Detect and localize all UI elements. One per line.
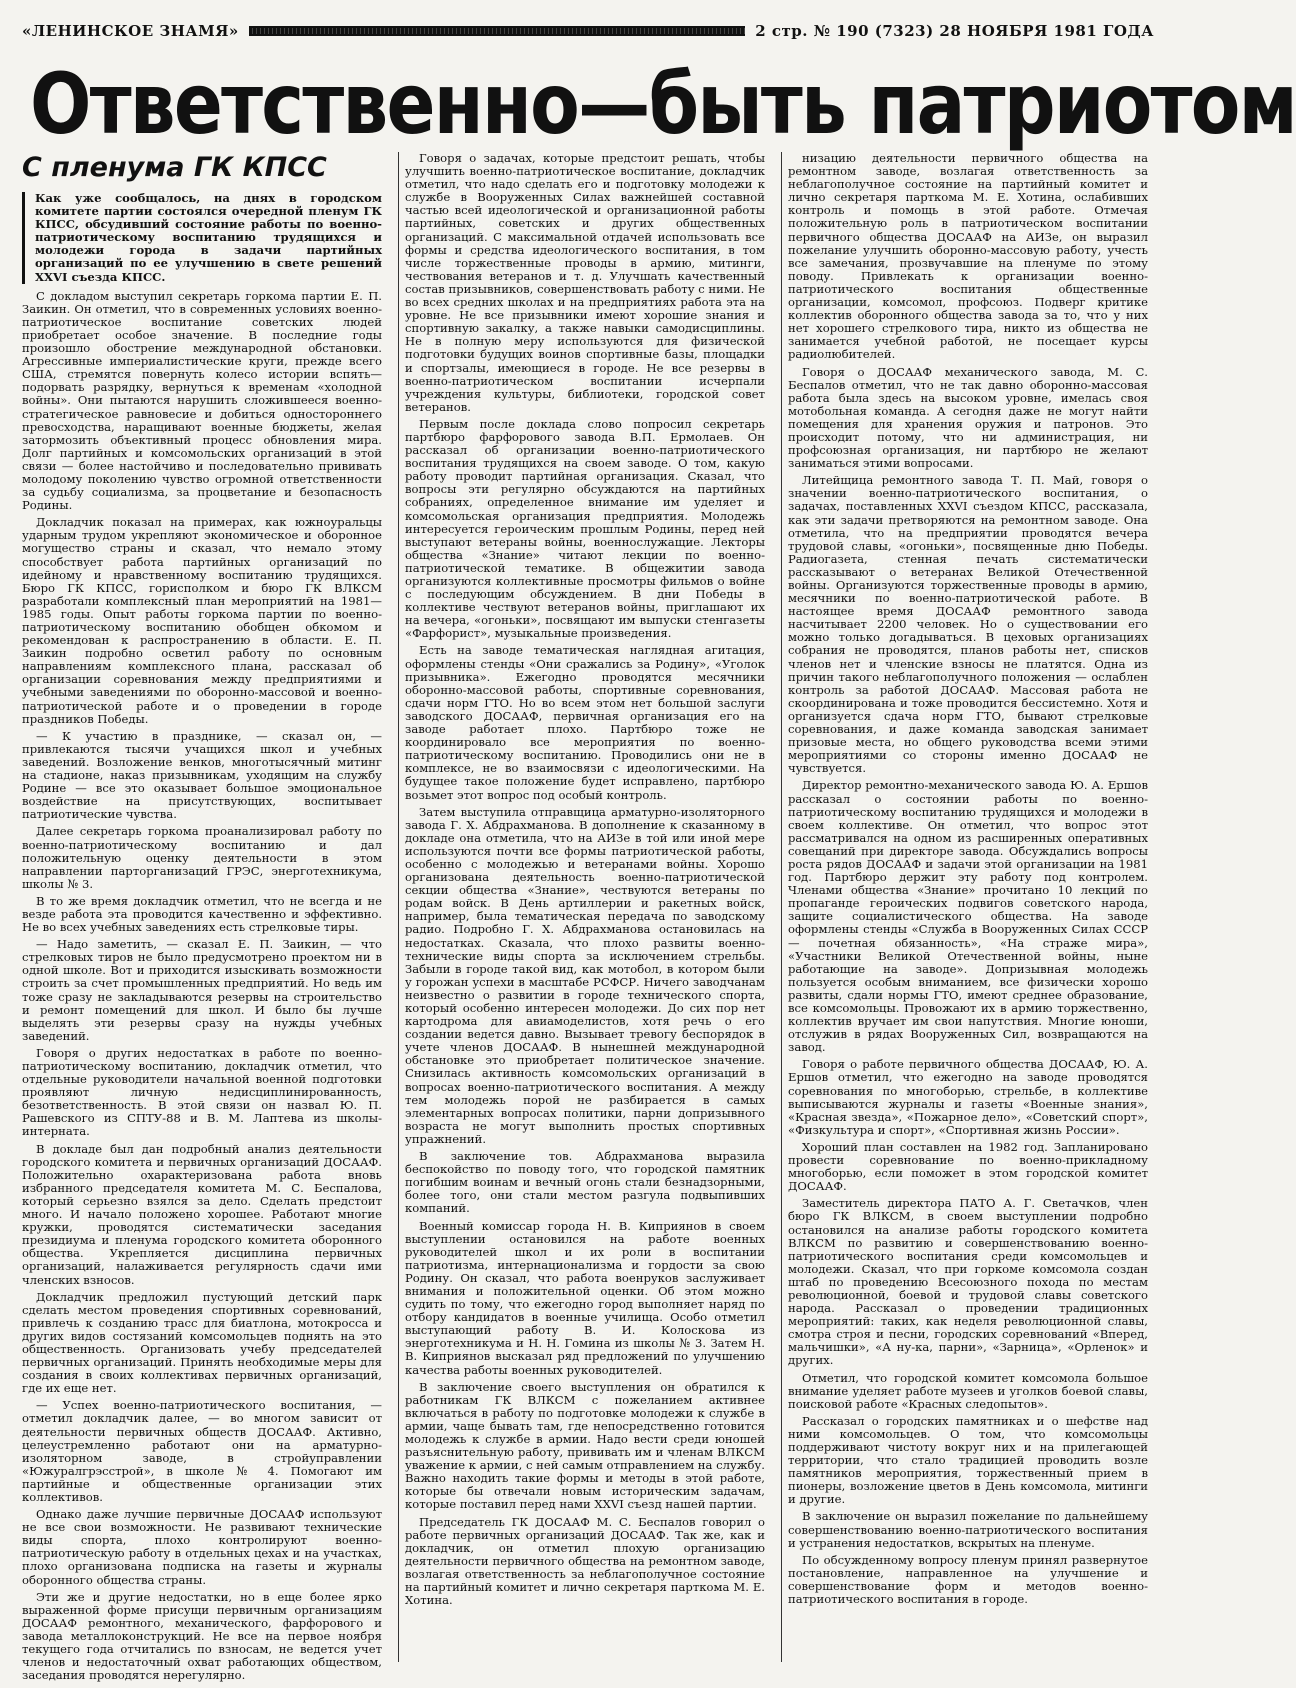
- paragraph: В заключение тов. Абдрахманова выразила беспокойство по поводу того, что городской памятник погибшим воинам и вечный огонь стали безнадзорными, более того, они стали местом разгула подвыпивших компаний.: [405, 1149, 765, 1216]
- lead-paragraph: Как уже сообщалось, на днях в городском комитете партии состоялся очередной пленум ГК КПСС, обсудивший состояние работы по военно-патриотическому воспитанию трудящихся и молодежи города в задачи партийных организаций по ее улучшению в свете решений XXVI съезда КПСС.: [22, 192, 382, 284]
- paragraph: В заключение он выразил пожелание по дальнейшему совершенствованию военно-патриотического воспитания и устранения недостатков, вскрытых на пленуме.: [788, 1509, 1148, 1550]
- paragraph: Литейщица ремонтного завода Т. П. Май, говоря о значении военно-патриотического воспитания, о задачах, поставленных XXVI съездом КПСС, рассказала, как эти задачи претворяются на ремонтном заводе. Она отметила, что на предприятии проводятся вечера трудовой славы, «огоньки», посвященные дню Победы. Радиогазета, стенная печать систематически рассказывают о ветеранах Великой Отечественной войны. Организуются торжественные проводы в армию, месячники по военно-патриотической работе. В настоящее время ДОСААФ ремонтного завода насчитывает 2200 человек. Но о существовании его можно только догадываться. В цеховых организациях собрания не проводятся, планов работы нет, списков членов нет и членские взносы не платятся. Одна из причин такого неблагополучного положения — ослаблен контроль за работой ДОСААФ. Массовая работа не скоординирована и тоже проводится бессистемно. Хотя и организуется сдача норм ГТО, бывают стрелковые соревнования, и даже команда заводская занимает призовые места, но общего руководства всеми этими мероприятиями со стороны именно ДОСААФ не чувствуется.: [788, 473, 1148, 776]
- paragraph: Затем выступила отправщица арматурно-изоляторного завода Г. Х. Абдрахманова. В дополнение к сказанному в докладе она отметила, что на АИЗе в той или иной мере используются почти все формы патриотической работы, особенно с молодежью и ветеранами войны. Хорошо организована деятельность военно-патриотической секции общества «Знание», чествуются ветераны по родам войск. В День артиллерии и ракетных войск, например, была тематическая передача по заводскому радио. Подробно Г. Х. Абдрахманова остановилась на недостатках. Сказала, что плохо развиты военно-технические виды спорта за исключением стрельбы. Забыли в городе такой вид, как мотобол, в котором были у горожан успехи в масштабе РСФСР. Ничего заводчанам неизвестно о развитии в городе технического спорта, который особенно интересен молодежи. До сих пор нет картодрома для авиамоделистов, хотя речь о его создании ведется давно. Вызывает тревогу беспорядок в учете членов ДОСААФ. В нынешней международной обстановке это приобретает политическое значение. Снизилась активность комсомольских организаций в вопросах военно-патриотического воспитания. А между тем молодежь порой не разбирается в самых элементарных вопросах политики, парни допризывного возраста не могут выполнить простых спортивных упражнений.: [405, 804, 765, 1146]
- column-2: [398, 152, 771, 1662]
- rubric: С пленума ГК КПСС: [22, 152, 327, 183]
- paragraph: Говоря о задачах, которые предстоит решать, чтобы улучшить военно-патриотическое воспитание, докладчик отметил, что надо сделать его и подготовку молодежи к службе в Вооруженных Силах важнейшей составной частью всей идеологической и организационной работы партийных, советских и других общественных организаций. С максимальной отдачей использовать все формы и средства идеологического воспитания, в том числе торжественные проводы в армию, митинги, чествования ветеранов и т. д. Улучшать качественный состав призывников, совершенствовать работу с ними. Не во всех средних школах и на предприятиях работа эта на уровне. Не все призывники имеют хорошие знания и спортивную закалку, а также навыки самодисциплины. Не в полную меру используются для физической подготовки будущих воинов спортивные базы, площадки и спортзалы, имеющиеся в городе. Не все резервы в военно-патриотическом воспитании исчерпали учреждения культуры, библиотеки, городской совет ветеранов.: [405, 151, 765, 414]
- column-1: [22, 152, 388, 1683]
- paragraph: Говоря о других недостатках в работе по военно-патриотическому воспитанию, докладчик отметил, что отдельные руководители начальной военной подготовки проявляют личную недисциплинированность, безответственность. В этой связи он назвал Ю. П. Рашевского из СПТУ-88 и В. М. Лаптева из школы-интерната.: [22, 1045, 382, 1139]
- article-body: [22, 151, 1154, 1683]
- column-3: [781, 152, 1154, 1662]
- paragraph: Военный комиссар города Н. В. Киприянов в своем выступлении остановился на работе военных руководителей школ и их роли в воспитании патриотизма, интернационализма и гордости за свою Родину. Он сказал, что работа военруков заслуживает внимания и положительной оценки. Об этом можно судить по тому, что ежегодно город выполняет наряд по отбору кандидатов в военные училища. Особо отметил выступающий работу В. И. Колоскова из энерготехникума и Н. Н. Гомина из школы № 3. Затем Н. В. Киприянов высказал ряд предложений по улучшению качества работы военных руководителей.: [405, 1218, 765, 1377]
- paragraph: В то же время докладчик отметил, что не всегда и не везде работа эта проводится качественно и эффективно. Не во всех учебных заведениях есть стрелковые тиры.: [22, 893, 382, 935]
- column-2-text: [405, 152, 765, 1607]
- paragraph: С докладом выступил секретарь горкома партии Е. П. Заикин. Он отметил, что в современных условиях военно-патриотическое воспитание советских людей приобретает особое значение. В последние годы произошло обострение международной обстановки. Агрессивные империалистические круги, прежде всего США, стремятся повернуть колесо истории вспять—подорвать разрядку, вернуться к временам «холодной войны». Они пытаются нарушить сложившееся военно-стратегическое равновесие и добиться одностороннего превосходства, наращивают военные бюджеты, желая затормозить объективный процесс обновления мира. Долг партийных и комсомольских организаций в этой связи — более настойчиво и последовательно прививать молодому поколению чувство огромной ответственности за судьбу социализма, за процветание и безопасность Родины.: [22, 288, 382, 513]
- issue-info: 2 стр. № 190 (7323) 28 НОЯБРЯ 1981 ГОДА: [755, 22, 1154, 40]
- masthead: [22, 14, 1154, 48]
- column-1-text: [22, 290, 382, 1683]
- paragraph: Председатель ГК ДОСААФ М. С. Беспалов говорил о работе первичных организаций ДОСААФ. Так же, как и докладчик, он отметил плохую организацию деятельности первичного общества на ремонтном заводе, возлагая ответственность за неблагополучное состояние на партийный комитет и лично секретаря парткома М. Е. Хотина.: [405, 1514, 765, 1608]
- paragraph: Отметил, что городской комитет комсомола большое внимание уделяет работе музеев и уголков боевой славы, поисковой работе «Красных следопытов».: [788, 1370, 1148, 1411]
- paragraph: Заместитель директора ПАТО А. Г. Светачков, член бюро ГК ВЛКСМ, в своем выступлении подробно остановился на анализе работы городского комитета ВЛКСМ по развитию и совершенствованию военно-патриотического воспитания среди комсомольцев и молодежи. Сказал, что при горкоме комсомола создан штаб по проведению Всесоюзного похода по местам революционной, боевой и трудовой славы советского народа. Рассказал о проведении традиционных мероприятий: таких, как неделя революционной славы, смотра строя и песни, городских соревнований «Вперед, мальчишки», «А ну-ка, парни», «Зарница», «Орленок» и других.: [788, 1196, 1148, 1368]
- paragraph: Докладчик показал на примерах, как южноуральцы ударным трудом укрепляют экономическое и оборонное могущество страны и сказал, что немало этому способствует работа партийных организаций по идейному и нравственному воспитанию трудящихся. Бюро ГК КПСС, горисполком и бюро ГК ВЛКСМ разработали комплексный план мероприятий на 1981—1985 годы. Опыт работы горкома партии по военно-патриотическому воспитанию обобщен обкомом и рекомендован к распространению в области. Е. П. Заикин подробно осветил работу по основным направлениям комплексного плана, рассказал об организации соревнования между предприятиями и учебными заведениями по оборонно-массовой и военно-патриотической работе и о проведении в городе праздников Победы.: [22, 515, 382, 726]
- masthead-rule: [249, 26, 745, 36]
- paragraph: В докладе был дан подробный анализ деятельности городского комитета и первичных организаций ДОСААФ. Положительно охарактеризована работа вновь избранного председателя комитета М. С. Беспалова, который серьезно взялся за дело. Сделать предстоит много. И начало положено хорошее. Работают многие кружки, проводятся систематически заседания президиума и пленума городского комитета оборонного общества. Укрепляется дисциплина первичных организаций, налаживается регулярность сдачи ими членских взносов.: [22, 1141, 382, 1287]
- paragraph: Однако даже лучшие первичные ДОСААФ используют не все свои возможности. Не развивают технические виды спорта, плохо контролируют военно-патриотическую работу в отдельных цехах и на участках, плохо организована подписка на газеты и журналы оборонного общества страны.: [22, 1507, 382, 1587]
- paragraph: Рассказал о городских памятниках и о шефстве над ними комсомольцев. О том, что комсомольцы поддерживают чистоту вокруг них и на прилегающей территории, что стало традицией проводить возле памятников мероприятия, торжественный прием в пионеры, возложение цветов в День комсомола, митинги и другие.: [788, 1413, 1148, 1507]
- paragraph: По обсужденному вопросу пленум принял развернутое постановление, направленное на улучшение и совершенствование форм и методов военно-патриотического воспитания в городе.: [788, 1552, 1148, 1607]
- paragraph: Далее секретарь горкома проанализировал работу по военно-патриотическому воспитанию и дал положительную оценку деятельности в этом направлении парторганизаций ГРЭС, энерготехникума, школы № 3.: [22, 824, 382, 891]
- paragraph: низацию деятельности первичного общества на ремонтном заводе, возлагая ответственность за неблагополучное состояние на партийный комитет и лично секретаря парткома М. Е. Хотина, ослабивших контроль и помощь в этой работе. Отмечая положительную роль в патриотическом воспитании первичного общества ДОСААФ на АИЗе, он выразил пожелание улучшить оборонно-массовую работу, учесть все замечания, прозвучавшие на пленуме по этому поводу. Привлекать к организации военно-патриотического воспитания общественные организации, комсомол, профсоюз. Подверг критике коллектив оборонного общества завода за то, что у них нет хорошего стрелкового тира, никто из общества не занимается учебной работой, не посещает курсы радиолюбителей.: [788, 151, 1148, 362]
- paragraph: Есть на заводе тематическая наглядная агитация, оформлены стенды «Они сражались за Родину», «Уголок призывника». Ежегодно проводятся месячники оборонно-массовой работы, спортивные соревнования, сдачи норм ГТО. Но во всем этом нет большой заслуги заводского ДОСААФ, первичная организация его на заводе работает плохо. Партбюро тоже не координировало все мероприятия по военно-патриотическому воспитанию. Проводились они не в комплексе, не во взаимосвязи с идеологическими. На будущее такое положение будет исправлено, партбюро возьмет этот вопрос под особый контроль.: [405, 643, 765, 802]
- paragraph: Говоря о работе первичного общества ДОСААФ, Ю. А. Ершов отметил, что ежегодно на заводе проводятся соревнования по многоборью, стрельбе, в коллективе выписываются журналы и газеты «Военные знания», «Красная звезда», «Пожарное дело», «Советский спорт», «Физкультура и спорт», «Спортивная жизнь России».: [788, 1057, 1148, 1137]
- paragraph: — Надо заметить, — сказал Е. П. Заикин, — что стрелковых тиров не было предусмотрено проектом ни в одной школе. Вот и приходится изыскивать возможности строить за счет промышленных предприятий. Но ведь им тоже сразу не закладываются резервы на строительство и ремонт помещений для школ. И было бы лучше выделять эти резервы сразу на нужды учебных заведений.: [22, 937, 382, 1043]
- headline: Ответственно—быть патриотом: [30, 55, 1296, 153]
- paragraph: В заключение своего выступления он обратился к работникам ГК ВЛКСМ с пожеланием активнее включаться в работу по подготовке молодежи к службе в армии, чаще бывать там, где непосредственно готовится молодежь к службе в армии. Надо вести среди юношей разъяснительную работу, прививать им и членам ВЛКСМ уважение к армии, с ней самым отправлением на службу. Важно находить такие формы и методы в этой работе, которые бы отвечали новым историческим задачам, которые поставил перед нами XXVI съезд нашей партии.: [405, 1379, 765, 1512]
- column-3-text: [788, 152, 1148, 1606]
- paragraph: Докладчик предложил пустующий детский парк сделать местом проведения спортивных соревнований, привлечь к созданию трасс для биатлона, мотокросса и других видов состязаний комсомольцев поднять на это общественность. Организовать учебу председателей первичных организаций. Принять необходимые меры для создания в своих коллективах первичных организаций, где их еще нет.: [22, 1289, 382, 1396]
- paragraph: — К участию в празднике, — сказал он, —привлекаются тысячи учащихся школ и учебных заведений. Возложение венков, многотысячный митинг на стадионе, наказ призывникам, уходящим на службу Родине — все это оказывает большое эмоциональное воздействие на присутствующих, воспитывает патриотические чувства.: [22, 728, 382, 822]
- paragraph: Эти же и другие недостатки, но в еще более ярко выраженной форме присущи первичным организациям ДОСААФ ремонтного, механического, фарфорового и завода металлоконструкций. Не все на первое ноября текущего года отчитались по взносам, не ведется учет членов и недостаточный охват работающих обществом, заседания проводятся нерегулярно.: [22, 1589, 382, 1683]
- newspaper-name: «ЛЕНИНСКОЕ ЗНАМЯ»: [22, 22, 239, 40]
- paragraph: — Успех военно-патриотического воспитания, — отметил докладчик далее, — во многом зависит от деятельности первичных обществ ДОСААФ. Активно, целеустремленно работают они на арматурно-изоляторном заводе, в стройуправлении «Южуралгрэсстрой», в школе № 4. Помогают им партийные и общественные организации этих коллективов.: [22, 1398, 382, 1504]
- paragraph: Директор ремонтно-механического завода Ю. А. Ершов рассказал о состоянии работы по военно-патриотическому воспитанию трудящихся и молодежи в своем коллективе. Он отметил, что вопрос этот рассматривался на одном из расширенных оперативных совещаний при директоре завода. Обсуждались вопросы роста рядов ДОСААФ и задачи этой организации на 1981 год. Партбюро держит эту работу под контролем. Членами общества «Знание» прочитано 10 лекций по пропаганде героических подвигов советского народа, защите социалистического общества. На заводе оформлены стенды «Служба в Вооруженных Силах СССР — почетная обязанность», «На страже мира», «Участники Великой Отечественной войны, ныне работающие на заводе». Допризывная молодежь пользуется особым вниманием, все физически хорошо развиты, сдали нормы ГТО, имеют среднее образование, все комсомольцы. Провожают их в армию торжественно, коллектив вручает им свои напутствия. Многие юноши, отслужив в рядах Вооруженных Сил, возвращаются на завод.: [788, 778, 1148, 1055]
- paragraph: Хороший план составлен на 1982 год. Запланировано провести соревнование по военно-прикладному многоборью, если поможет в этом городской комитет ДОСААФ.: [788, 1139, 1148, 1194]
- paragraph: Первым после доклада слово попросил секретарь партбюро фарфорового завода В.П. Ермолаев. Он рассказал об организации военно-патриотического воспитания трудящихся на своем заводе. О том, какую работу проводит партийная организация. Сказал, что вопросы эти регулярно обсуждаются на партийных собраниях, определенное внимание им уделяет и комсомольская организация предприятия. Молодежь интересуется героическим прошлым Родины, перед ней выступают ветераны войны, военнослужащие. Лекторы общества «Знание» читают лекции по военно-патриотической тематике. В общежитии завода организуются коллективные просмотры фильмов о войне с последующим обсуждением. В дни Победы в коллективе чествуют ветеранов войны, приглашают их на вечера, «огоньки», посвящают им выпуски стенгазеты «Фарфорист», музыкальные произведения.: [405, 416, 765, 641]
- paragraph: Говоря о ДОСААФ механического завода, М. С. Беспалов отметил, что не так давно оборонно-массовая работа была здесь на высоком уровне, имелась своя мотобольная команда. А сегодня даже не могут найти помещения для хранения оружия и патронов. Это происходит потому, что ни администрация, ни профсоюзная организация, ни партбюро не желают заниматься этими вопросами.: [788, 364, 1148, 471]
